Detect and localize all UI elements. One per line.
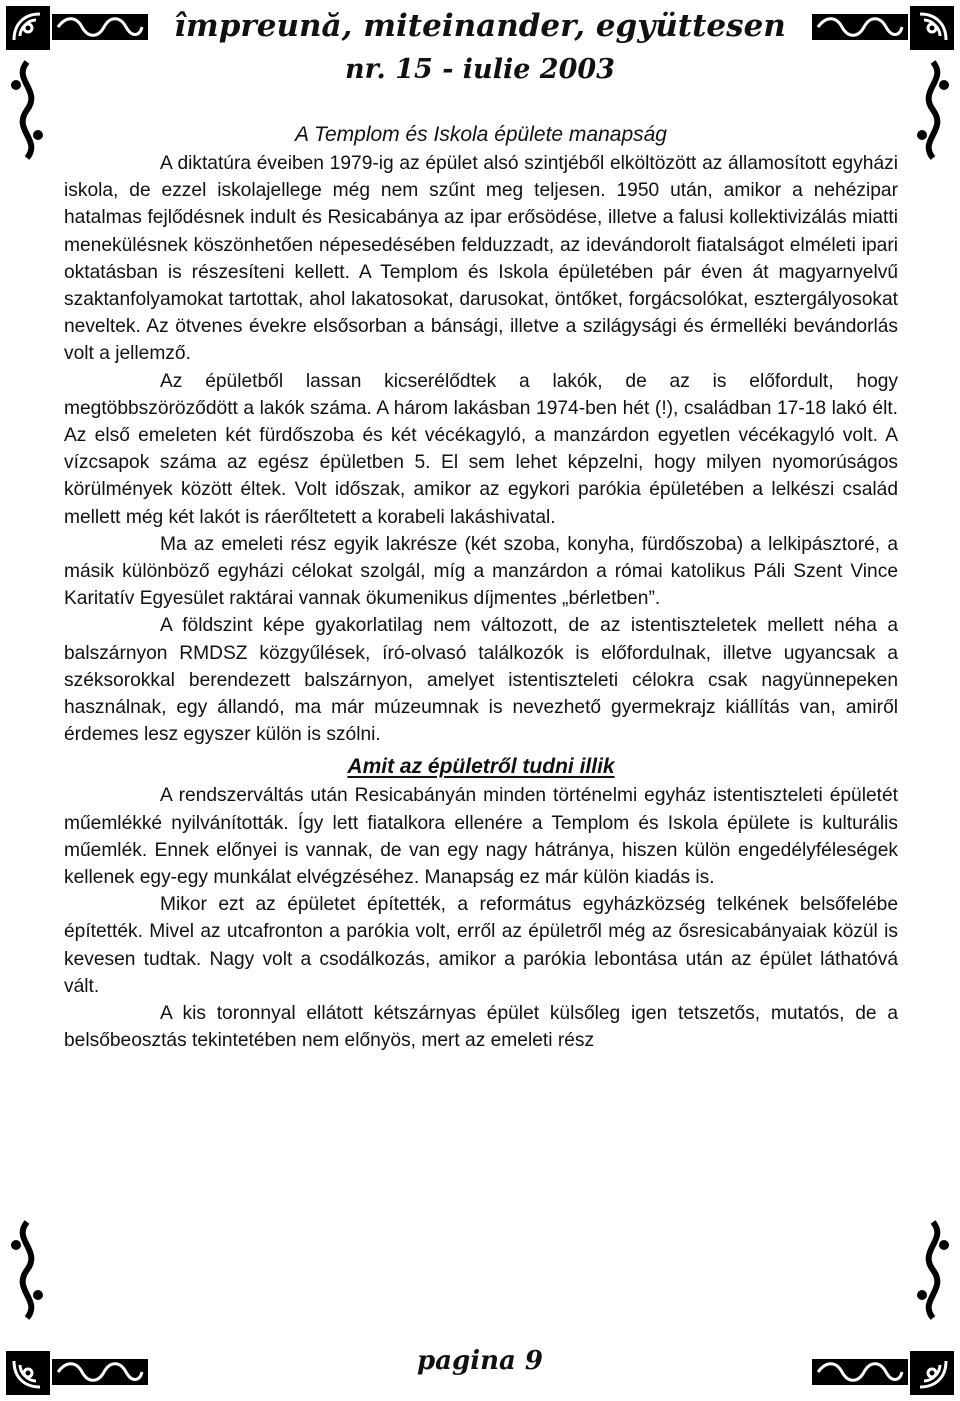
page-number: pagina 9 — [417, 1346, 543, 1376]
section-heading: Amit az épületről tudni illik — [347, 755, 615, 779]
paragraph: A diktatúra éveiben 1979-ig az épület alsó szintjéből elköltözött az államosított egyházi iskola, de ezzel iskolajellege még nem szűnt meg teljesen. 1950 után, amikor a nehézipar hatalmas fejlődésnek indult és Resicabánya az ipar erősödése, illetve a falusi kollektivizálás miatti menekülésnek köszönhetően népesedésében felduzzadt, az idevándorolt fiatalságot elméleti ipari oktatásban is részesíteni kellett. A Templom és Iskola épületében pár éven át magyarnyelvű szaktanfolyamokat tartottak, ahol lakatosokat, darusokat, öntőket, forgácsolókat, esztergályosokat neveltek. Az ötvenes évekre elsősorban a bánsági, illetve a szilágysági és érmelléki bevándorlás volt a jellemző. — [64, 153, 898, 365]
paragraph: A földszint képe gyakorlatilag nem változott, de az istentiszteletek mellett néha a balszárnyon RMDSZ közgyűlések, író-olvasó találkozók is előfordulnak, illetve ugyancsak a széksorokkal berendezett balszárnyon, amelyet istentiszteleti célokra csak nagyünnepeken használnak, egy állandó, ma már múzeumnak is nevezhető gyermekrajz kiállítás van, amiről érdemes lesz egyszer külön is szólni. — [64, 615, 898, 746]
vine-ornament-icon — [914, 1220, 952, 1320]
paragraph: A kis toronnyal ellátott kétszárnyas épület külsőleg igen tetszetős, mutatós, de a belsőbeosztás tekintetében nem előnyös, mert az emeleti rész — [64, 1003, 898, 1052]
section-heading: A Templom és Iskola épülete manapság — [295, 123, 667, 146]
vine-ornament-icon — [8, 1220, 46, 1320]
masthead-title: împreună, miteinander, együttesen — [174, 8, 786, 44]
paragraph: A rendszerváltás után Resicabányán minden történelmi egyház istentiszteleti épületét műemlékké nyilvánították. Így lett fiatalkora ellenére a Templom és Iskola épülete is kulturális műemlék. Ennek előnyei is vannak, de van egy nagy hátránya, hiszen külön engedélyféleségek kellenek egy-egy munkálat elvégzéséhez. Manapság ez már külön kiadás is. — [64, 785, 898, 889]
paragraph: Mikor ezt az épületet építették, a református egyházközség telkének belsőfelébe építették. Mivel az utcafronton a parókia volt, erről az épületről még az ősresicabányaiak közül is kevesen tudtak. Nagy volt a csodálkozás, amikor a parókia lebontása után az épület láthatóvá vált. — [64, 894, 898, 997]
paragraph: Ma az emeleti rész egyik lakrésze (két szoba, konyha, fürdőszoba) a lelkipásztoré, a másik különböző egyházi célokat szolgál, míg a manzárdon a római katolikus Páli Szent Vince Karitatív Egyesület raktárai vannak ökumenikus díjmentes „bérletben”. — [64, 533, 898, 610]
paragraph: Az épületből lassan kicserélődtek a lakók, de az is előfordult, hogy megtöbbszöröződött a lakók száma. A három lakásban 1974-ben hét (!), családban 17-18 lakó élt. Az első emeleten két fürdőszoba és két vécékagyló, a manzárdon egyetlen vécékagyló volt. A vízcsapok száma az egész épületben 5. El sem lehet képzelni, hogy milyen nyomorúságos körülmények között éltek. Volt időszak, amikor az egykori parókia épületében a lelkészi család mellett még két lakót is ráerőltetett a korabeli lakáshivatal. — [64, 370, 898, 528]
article-body — [64, 120, 898, 1055]
issue-number: nr. 15 - iulie 2003 — [345, 54, 615, 85]
